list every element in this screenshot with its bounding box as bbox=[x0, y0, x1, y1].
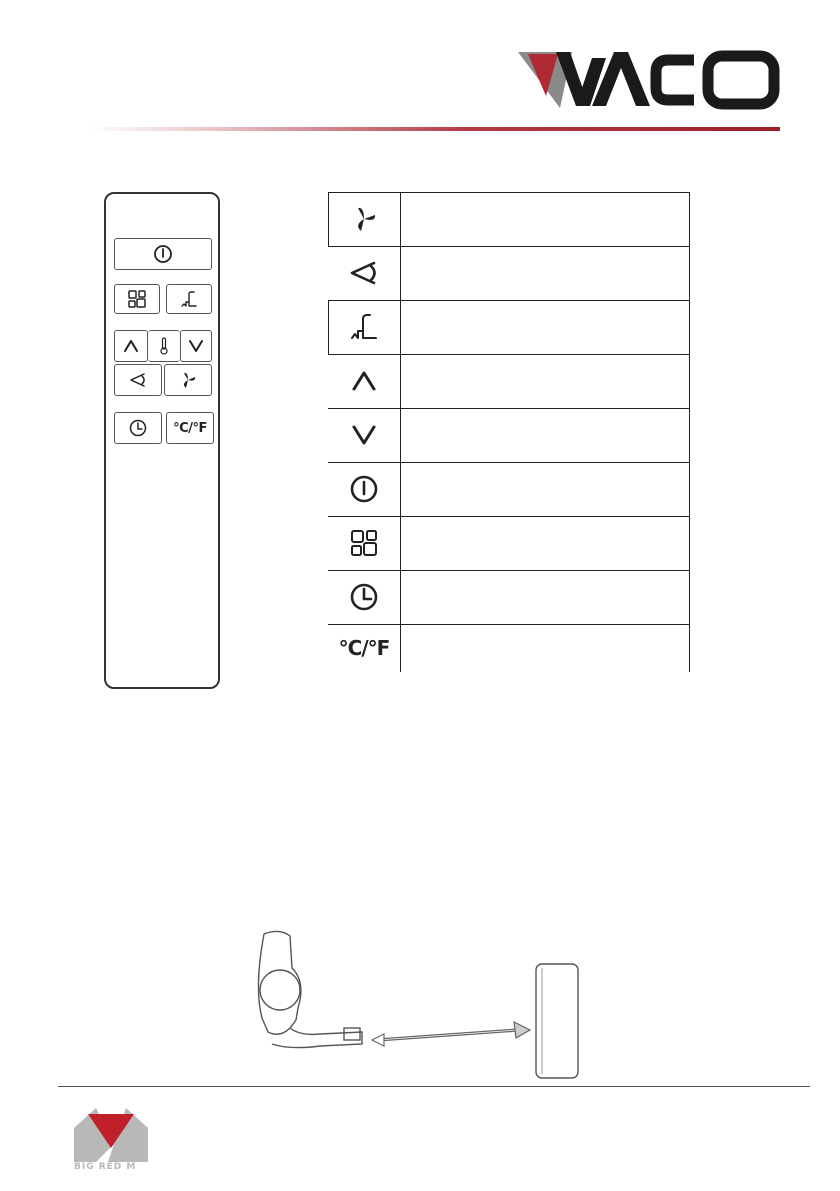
chevron-up-icon bbox=[123, 339, 139, 353]
legend-row-mode bbox=[328, 516, 690, 570]
timer-button[interactable] bbox=[114, 412, 162, 444]
chevron-up-icon bbox=[351, 370, 377, 392]
temp-down-button[interactable] bbox=[180, 330, 212, 362]
legend-row-fan bbox=[328, 192, 690, 246]
legend-row-down bbox=[328, 408, 690, 462]
remote-pointing-at-unit bbox=[250, 928, 590, 1080]
celsius-fahrenheit-icon: °C/°F bbox=[338, 636, 390, 660]
footer-logo-text: BIG RED M bbox=[74, 1162, 137, 1172]
mode-icon bbox=[128, 290, 146, 308]
power-icon bbox=[350, 475, 378, 503]
big-red-m-logo bbox=[74, 1108, 148, 1168]
remote-control bbox=[104, 192, 220, 689]
legend-row-unit bbox=[328, 624, 690, 672]
legend-description bbox=[408, 246, 682, 300]
legend-description bbox=[408, 516, 682, 570]
footer-divider bbox=[58, 1086, 810, 1087]
legend-description bbox=[408, 354, 682, 408]
legend-description bbox=[408, 408, 682, 462]
legend-description bbox=[408, 624, 682, 672]
power-button[interactable] bbox=[114, 238, 212, 270]
fan-icon bbox=[179, 371, 197, 389]
legend-description bbox=[408, 462, 682, 516]
unit-toggle-button[interactable] bbox=[166, 412, 214, 444]
legend-description bbox=[408, 300, 682, 354]
legend-description bbox=[408, 570, 682, 624]
legend-row-timer bbox=[328, 570, 690, 624]
button-legend-table bbox=[328, 192, 690, 672]
sleep-icon bbox=[180, 290, 198, 308]
legend-row-up bbox=[328, 354, 690, 408]
hand-remote-icon bbox=[250, 928, 590, 1080]
legend-row-swing bbox=[328, 246, 690, 300]
header-divider bbox=[88, 127, 780, 131]
swing-icon bbox=[129, 372, 147, 388]
chevron-down-icon bbox=[351, 424, 377, 446]
thermometer-icon bbox=[159, 337, 169, 355]
temp-up-button[interactable] bbox=[114, 330, 148, 362]
sleep-button[interactable] bbox=[166, 284, 212, 314]
clock-icon bbox=[129, 419, 147, 437]
clock-icon bbox=[350, 583, 378, 611]
swing-icon bbox=[349, 260, 379, 286]
mode-button[interactable] bbox=[114, 284, 160, 314]
fan-icon bbox=[351, 206, 377, 232]
mode-icon bbox=[350, 529, 378, 557]
celsius-fahrenheit-icon: °C/°F bbox=[173, 420, 207, 436]
waco-logo bbox=[518, 48, 784, 110]
sleep-icon bbox=[349, 312, 379, 342]
legend-row-power bbox=[328, 462, 690, 516]
legend-row-sleep bbox=[328, 300, 690, 354]
swing-button[interactable] bbox=[114, 364, 162, 396]
chevron-down-icon bbox=[188, 339, 204, 353]
temp-indicator bbox=[148, 330, 180, 362]
legend-description bbox=[408, 192, 682, 246]
fan-button[interactable] bbox=[164, 364, 212, 396]
power-icon bbox=[153, 244, 173, 264]
